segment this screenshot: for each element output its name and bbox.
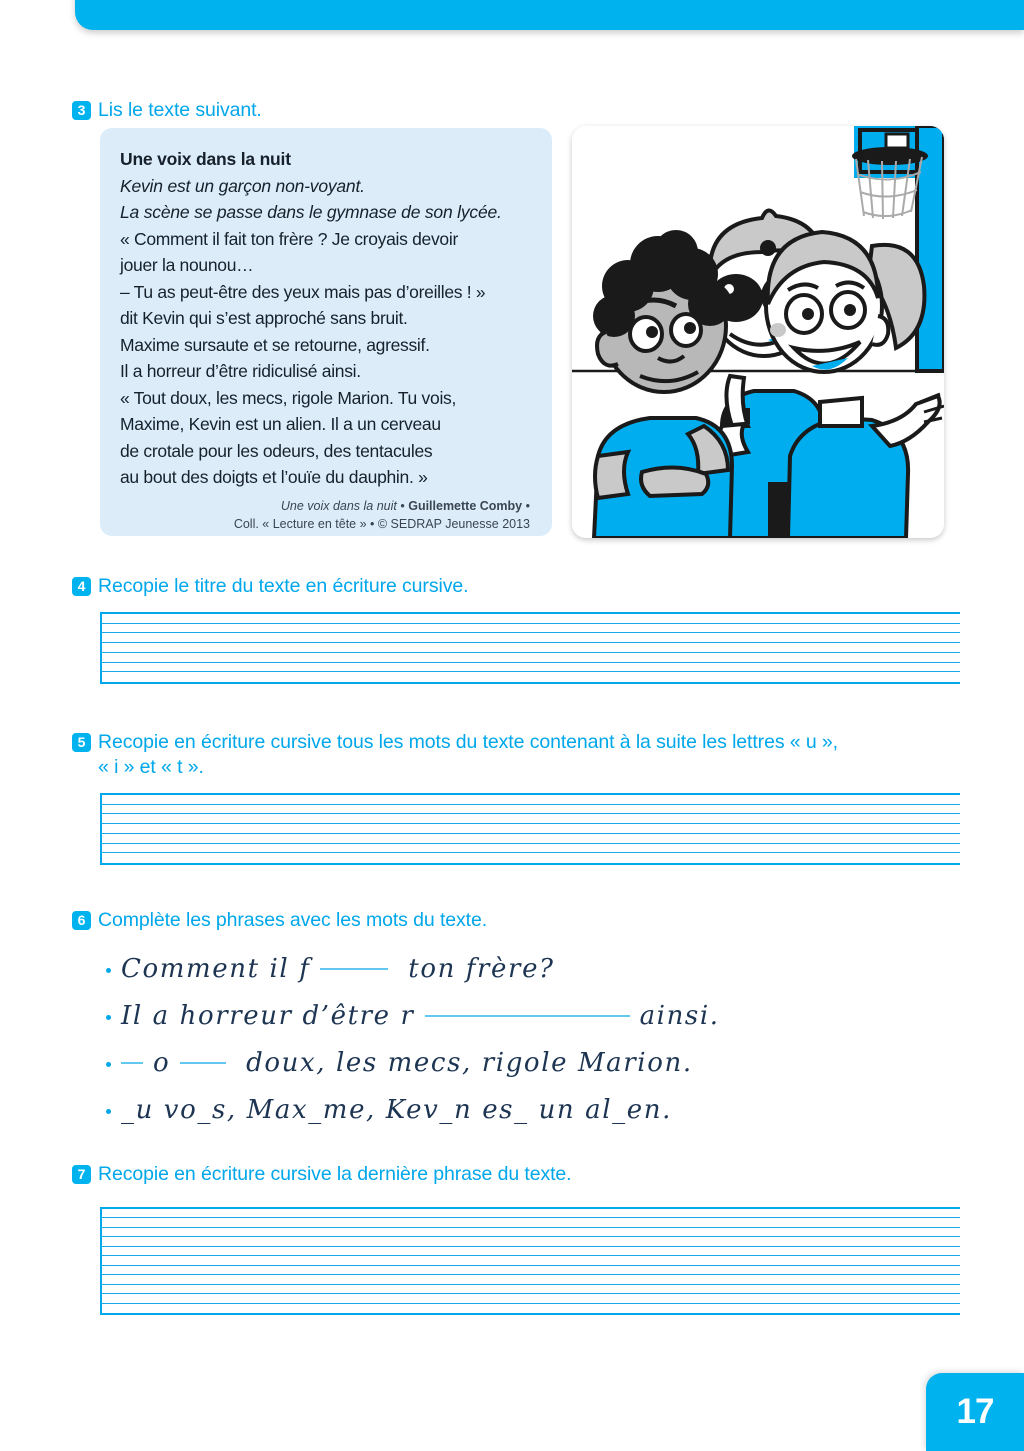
writing-rule-line[interactable] (102, 853, 960, 863)
story-title: Une voix dans la nuit (120, 149, 291, 169)
cursive-text-before: Comment il f (121, 953, 311, 984)
story-line: « Comment il fait ton frère ? Je croyais devoir (120, 228, 458, 249)
story-line: dit Kevin qui s’est approché sans bruit. (120, 308, 408, 328)
credit-work: Une voix dans la nuit (280, 498, 397, 513)
writing-rule-line[interactable] (102, 653, 960, 663)
cursive-text-after: ton frère? (398, 953, 555, 984)
credit-sep: • (396, 498, 409, 513)
writing-rule-line[interactable] (102, 1218, 960, 1227)
story-line: Il a horreur d’être ridiculisé ainsi. (120, 361, 361, 381)
page-number: 17 (956, 1392, 994, 1431)
exercise-number-badge: 4 (72, 577, 91, 596)
writing-rule-line[interactable] (102, 1275, 960, 1284)
story-intro-line: La scène se passe dans le gymnase de son lycée. (120, 202, 502, 222)
writing-rule-line[interactable] (102, 834, 960, 844)
exercise-prompt-line-1: Recopie en écriture cursive tous les mots du texte contenant à la suite les lettres « u », (98, 731, 838, 753)
writing-rule-line[interactable] (102, 643, 960, 653)
exercise-5-heading (72, 730, 838, 780)
credit-author: Guillemette Comby (408, 498, 523, 513)
exercise-3-heading (72, 98, 262, 123)
writing-rule-line[interactable] (102, 614, 960, 624)
writing-rule-line[interactable] (102, 1266, 960, 1275)
cursive-text-before: Il a horreur d’être r (121, 1000, 415, 1031)
source-credit (120, 497, 530, 533)
story-line: jouer la nounou… (120, 255, 254, 275)
bullet-icon (106, 1109, 111, 1114)
writing-rule-line[interactable] (102, 1228, 960, 1237)
fill-in-blank[interactable] (320, 968, 388, 970)
exercise-6-heading (72, 908, 487, 933)
exercise-4-heading (72, 574, 468, 599)
reading-text-box (100, 128, 552, 536)
exercise-prompt: Recopie le titre du texte en écriture cursive. (98, 575, 469, 597)
writing-lines-exercise-5[interactable] (100, 793, 960, 865)
credit-sep: • (522, 498, 530, 513)
writing-rule-line[interactable] (102, 1256, 960, 1265)
exercise-prompt-line-2: « i » et « t ». (98, 756, 204, 778)
fill-in-blank[interactable] (425, 1015, 630, 1017)
writing-rule-line[interactable] (102, 1304, 960, 1313)
writing-rule-line[interactable] (102, 824, 960, 834)
bullet-icon (106, 1062, 111, 1067)
page-header-band (75, 0, 1024, 30)
story-line: de crotale pour les odeurs, des tentacules (120, 440, 433, 461)
writing-rule-line[interactable] (102, 1237, 960, 1246)
story-line: Maxime sursaute et se retourne, agressif. (120, 334, 430, 355)
bullet-icon (106, 1015, 111, 1020)
story-illustration (572, 126, 944, 538)
cursive-answer-row[interactable] (100, 992, 960, 1039)
story-line: au bout des doigts et l’ouïe du dauphin. » (120, 467, 428, 487)
exercise-number-badge: 3 (72, 101, 91, 120)
exercise-prompt: Complète les phrases avec les mots du texte. (98, 909, 488, 931)
bullet-icon (106, 968, 111, 973)
cursive-answer-list (100, 945, 960, 1133)
cursive-answer-row[interactable] (100, 1086, 960, 1133)
writing-rule-line[interactable] (102, 663, 960, 673)
writing-rule-line[interactable] (102, 624, 960, 634)
exercise-number-badge: 6 (72, 911, 91, 930)
cursive-text-with-blanks: _u vo_s, Max_me, Kev_n es_ un al_en. (121, 1094, 672, 1125)
cursive-text-after: ainsi. (639, 1000, 720, 1031)
cursive-answer-row[interactable] (100, 945, 960, 992)
page-number-tab (926, 1373, 1024, 1451)
exercise-7-heading (72, 1162, 572, 1187)
writing-rule-line[interactable] (102, 805, 960, 815)
story-line: – Tu as peut-être des yeux mais pas d’oreilles ! » (120, 281, 486, 302)
exercise-prompt: Lis le texte suivant. (98, 99, 262, 121)
writing-rule-line[interactable] (102, 1294, 960, 1303)
cursive-text-after: doux, les mecs, rigole Marion. (236, 1047, 693, 1078)
fill-in-blank[interactable] (121, 1062, 143, 1064)
cursive-text-mid: o (153, 1047, 171, 1078)
writing-rule-line[interactable] (102, 1209, 960, 1218)
story-intro-line: Kevin est un garçon non-voyant. (120, 175, 365, 196)
story-line: Maxime, Kevin est un alien. Il a un cerveau (120, 414, 441, 434)
writing-rule-line[interactable] (102, 633, 960, 643)
story-line: « Tout doux, les mecs, rigole Marion. Tu vois, (120, 387, 457, 408)
exercise-prompt: Recopie en écriture cursive la dernière phrase du texte. (98, 1163, 572, 1185)
writing-rule-line[interactable] (102, 795, 960, 805)
credit-collection: Coll. « Lecture en tête » • © SEDRAP Jeunesse 2013 (233, 516, 530, 531)
writing-rule-line[interactable] (102, 1247, 960, 1256)
cursive-answer-row[interactable] (100, 1039, 960, 1086)
exercise-number-badge: 7 (72, 1165, 91, 1184)
exercise-number-badge: 5 (72, 733, 91, 752)
writing-rule-line[interactable] (102, 844, 960, 854)
writing-lines-exercise-7[interactable] (100, 1207, 960, 1315)
writing-lines-exercise-4[interactable] (100, 612, 960, 684)
writing-rule-line[interactable] (102, 672, 960, 682)
writing-rule-line[interactable] (102, 1285, 960, 1294)
fill-in-blank[interactable] (180, 1062, 226, 1064)
writing-rule-line[interactable] (102, 814, 960, 824)
